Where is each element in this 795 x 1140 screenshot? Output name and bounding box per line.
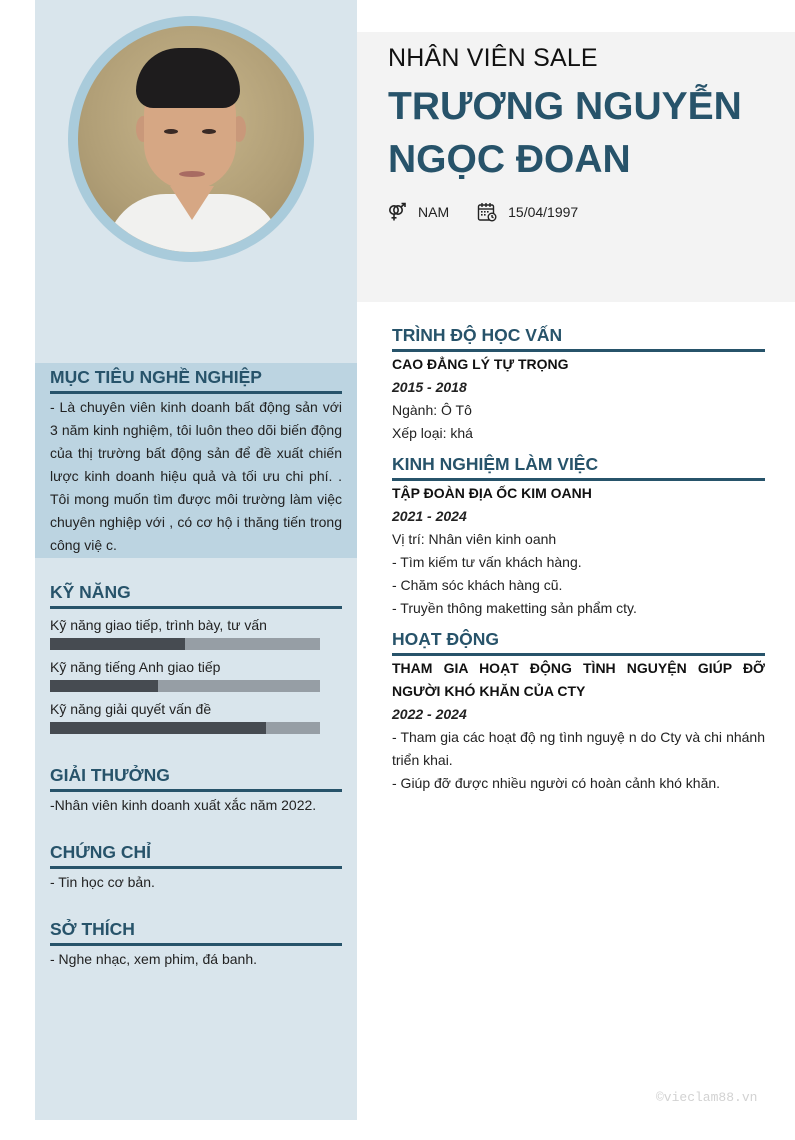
profile-photo — [78, 26, 304, 252]
awards-text: -Nhân viên kinh doanh xuất xắc năm 2022. — [50, 797, 317, 813]
skill-bar-fill — [50, 722, 266, 734]
calendar-icon — [477, 202, 497, 222]
experience-title: KINH NGHIỆM LÀM VIỆC — [392, 453, 765, 481]
activities-title: HOẠT ĐỘNG — [392, 628, 765, 656]
skill-label: Kỹ năng tiếng Anh giao tiếp — [50, 659, 221, 675]
birthday-item — [477, 202, 578, 222]
watermark: ©vieclam88.vn — [656, 1090, 758, 1105]
certificates-title: CHỨNG CHỈ — [50, 841, 342, 869]
activity-line: - Tham gia các hoạt độ ng tình nguyệ n do Cty và chi nhánh triển khai. — [392, 729, 765, 768]
certificates-section — [50, 841, 342, 894]
objective-title: MỤC TIÊU NGHỀ NGHIỆP — [50, 366, 342, 394]
gender-item — [387, 202, 449, 222]
experience-section — [392, 453, 765, 620]
experience-line: - Chăm sóc khách hàng cũ. — [392, 577, 563, 593]
experience-dates: 2021 - 2024 — [392, 508, 467, 524]
education-line: Xếp loại: khá — [392, 425, 473, 441]
profile-photo-ring — [68, 16, 314, 262]
company-name: TẬP ĐOÀN ĐỊA ỐC KIM OANH — [392, 485, 592, 501]
activities-section — [392, 628, 765, 795]
certificates-text: - Tin học cơ bản. — [50, 874, 155, 890]
sidebar — [35, 0, 357, 1120]
personal-info — [387, 202, 606, 222]
full-name: TRƯƠNG NGUYỄN NGỌC ĐOAN — [388, 85, 742, 181]
hobbies-title: SỞ THÍCH — [50, 918, 342, 946]
gender-value: NAM — [418, 204, 450, 220]
education-dates: 2015 - 2018 — [392, 379, 467, 395]
skill-bar — [50, 722, 320, 734]
school-name: CAO ĐẲNG LÝ TỰ TRỌNG — [392, 356, 569, 372]
hobbies-text: - Nghe nhạc, xem phim, đá banh. — [50, 951, 258, 967]
gender-icon — [387, 202, 407, 222]
experience-line: Vị trí: Nhân viên kinh oanh — [392, 531, 557, 547]
education-title: TRÌNH ĐỘ HỌC VẤN — [392, 324, 765, 352]
activity-name: THAM GIA HOẠT ĐỘNG TÌNH NGUYỆN GIÚP ĐỠ NGƯỜI KHÓ KHĂN CỦA CTY — [392, 660, 765, 699]
skill-bar-fill — [50, 638, 185, 650]
skill-label: Kỹ năng giao tiếp, trình bày, tư vấn — [50, 617, 267, 633]
skill-bar — [50, 638, 320, 650]
objective-section — [50, 366, 342, 557]
birthday-value: 15/04/1997 — [508, 204, 579, 220]
header — [357, 32, 795, 302]
education-line: Ngành: Ô Tô — [392, 402, 472, 418]
skill-bar — [50, 680, 320, 692]
job-title: NHÂN VIÊN SALE — [388, 44, 598, 72]
awards-section — [50, 764, 342, 817]
skill-label: Kỹ năng giải quyết vấn đề — [50, 701, 212, 717]
objective-text: - Là chuyên viên kinh doanh bất động sản với 3 năm kinh nghiệm, tôi luôn theo dõi biến động của thị trường bất động sản để đề xuất chiến lược kinh doanh hiệu quả và tối ưu chi phí. . Tôi mong muốn tìm được môi trường làm việc chuyên nghiệp với , có cơ hộ i thăng tiến trong công việ c. — [50, 399, 342, 553]
education-section — [392, 324, 765, 445]
experience-line: - Truyền thông maketting sản phẩm cty. — [392, 600, 637, 616]
activity-line: - Giúp đỡ được nhiều người có hoàn cảnh khó khăn. — [392, 775, 721, 791]
skill-bar-fill — [50, 680, 158, 692]
experience-line: - Tìm kiếm tư vấn khách hàng. — [392, 554, 582, 570]
skills-title: KỸ NĂNG — [50, 581, 342, 609]
awards-title: GIẢI THƯỞNG — [50, 764, 342, 792]
activity-dates: 2022 - 2024 — [392, 706, 467, 722]
skills-section — [50, 581, 342, 736]
hobbies-section — [50, 918, 342, 971]
